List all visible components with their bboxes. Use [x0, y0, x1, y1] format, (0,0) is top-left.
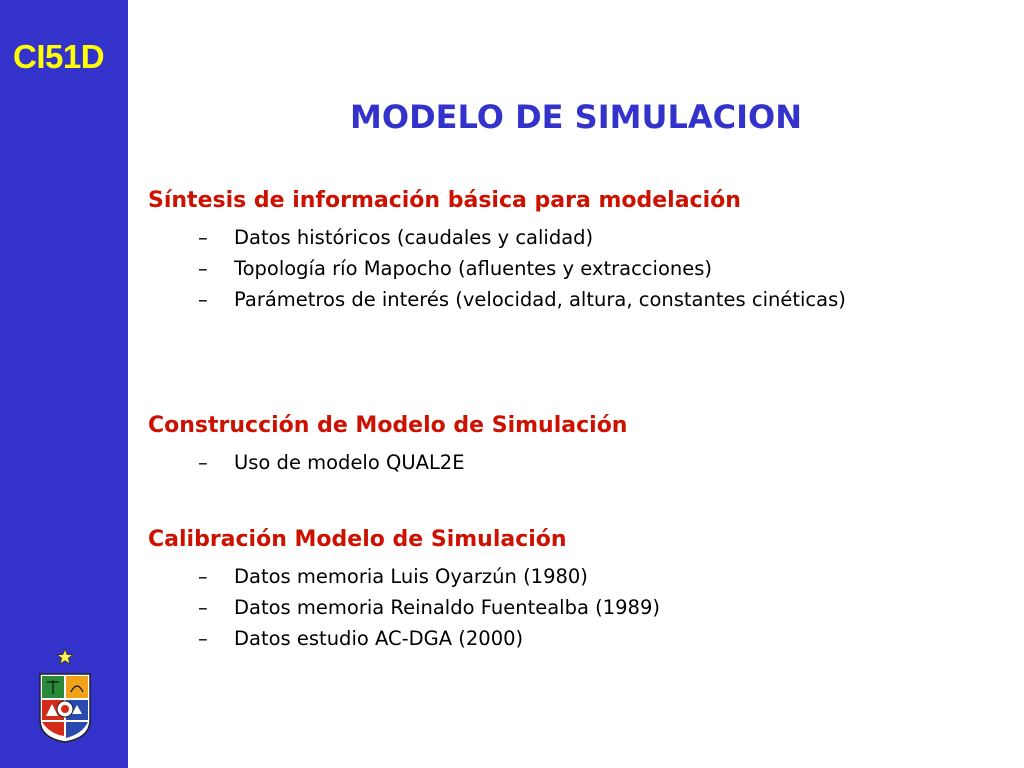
bullet-dash: –: [198, 627, 208, 650]
slide-title: MODELO DE SIMULACION: [350, 98, 802, 136]
bullet-item: [148, 253, 938, 284]
bullet-dash: –: [198, 226, 208, 249]
bullet-text: Uso de modelo QUAL2E: [234, 451, 465, 474]
bullet-dash: –: [198, 451, 208, 474]
section-synthesis: [148, 186, 938, 315]
bullet-list: [148, 222, 938, 315]
bullet-text: Datos memoria Reinaldo Fuentealba (1989): [234, 596, 660, 619]
section-construction: [148, 411, 938, 478]
bullet-item: [148, 447, 938, 478]
bullet-text: Datos históricos (caudales y calidad): [234, 226, 594, 249]
university-crest-icon: [38, 672, 92, 744]
bullet-text: Datos estudio AC-DGA (2000): [234, 627, 524, 650]
bullet-dash: –: [198, 596, 208, 619]
bullet-item: [148, 592, 938, 623]
bullet-text: Parámetros de interés (velocidad, altura, constantes cinéticas): [234, 288, 846, 311]
bullet-list: [148, 447, 938, 478]
bullet-item: [148, 284, 938, 315]
course-code: CI51D: [13, 38, 105, 75]
section-heading: Síntesis de información básica para modelación: [148, 188, 741, 213]
bullet-text: Datos memoria Luis Oyarzún (1980): [234, 565, 588, 588]
bullet-dash: –: [198, 288, 208, 311]
section-heading: Calibración Modelo de Simulación: [148, 527, 567, 552]
bullet-dash: –: [198, 257, 208, 280]
sidebar: [0, 0, 128, 768]
section-heading: Construcción de Modelo de Simulación: [148, 413, 628, 438]
bullet-item: [148, 623, 938, 654]
star-icon: [56, 648, 74, 666]
bullet-text: Topología río Mapocho (afluentes y extracciones): [234, 257, 712, 280]
bullet-dash: –: [198, 565, 208, 588]
bullet-list: [148, 561, 938, 654]
section-calibration: [148, 525, 938, 654]
bullet-item: [148, 561, 938, 592]
bullet-item: [148, 222, 938, 253]
